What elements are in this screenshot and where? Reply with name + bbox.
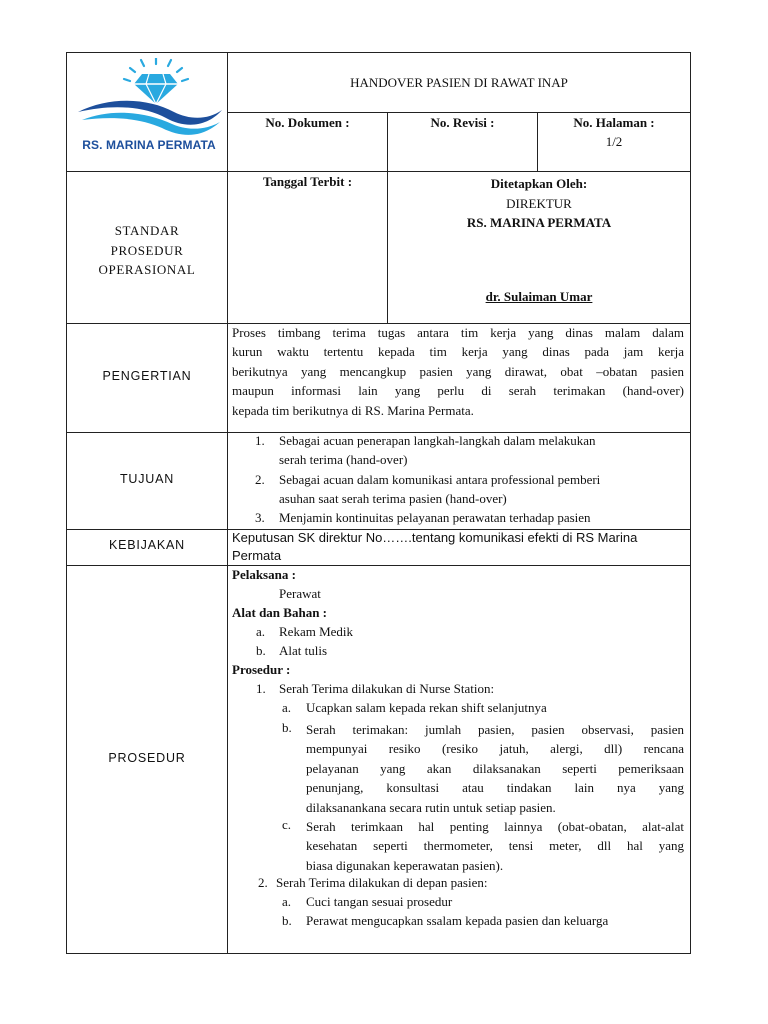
substep-mark: b. <box>282 913 292 928</box>
logo-text: RS. MARINA PERMATA <box>82 138 216 152</box>
substep-line: pelayanan yang akan dilaksanakan seperti pemeriksaan <box>306 760 684 776</box>
row-divider-header <box>66 171 691 172</box>
no-dokumen-label: No. Dokumen : <box>265 115 350 130</box>
pengertian-line: Proses timbang terima tugas antara tim kerja yang dinas malam dalam <box>232 325 684 340</box>
substep-line: mempunyai resiko (resiko jatuh, alergi, dll) rencana <box>306 741 684 757</box>
substep-mark: a. <box>282 700 292 715</box>
tujuan-num: 3. <box>255 510 265 525</box>
alat-bahan-label: Alat dan Bahan : <box>232 605 327 620</box>
pengertian-text <box>232 323 684 420</box>
pengertian-line: kurun waktu tertentu kepada tim kerja yang dinas pada jam kerja <box>232 344 684 360</box>
substep-mark: a. <box>282 894 292 909</box>
signatory-name: dr. Sulaiman Umar <box>485 289 593 304</box>
substep-line: Serah terimkaan hal penting lainnya (obat-obatan, alat-alat <box>306 819 684 834</box>
table-border-top <box>66 52 691 53</box>
alat-item: Alat tulis <box>279 643 328 658</box>
tanggal-terbit-label: Tanggal Terbit : <box>262 174 353 189</box>
table-border-bottom <box>66 953 691 954</box>
tujuan-num: 1. <box>255 433 265 448</box>
pengertian-label: PENGERTIAN <box>102 369 192 383</box>
substep-mark: b. <box>282 720 292 735</box>
substep-line: biasa digunakan keperawatan pasien). <box>306 857 504 873</box>
sop-label-line1: STANDAR <box>114 223 180 238</box>
substep-c-text <box>306 817 684 875</box>
substep-text: Ucapkan salam kepada rekan shift selanjutnya <box>306 700 547 715</box>
tujuan-item-line1: Sebagai acuan dalam komunikasi antara professional pemberi <box>279 472 601 487</box>
kebijakan-label: KEBIJAKAN <box>109 538 185 552</box>
sop-label-line2: PROSEDUR <box>110 242 184 258</box>
substep-b-text <box>306 720 684 817</box>
no-halaman-value: 1/2 <box>605 134 623 149</box>
prosedur-label: PROSEDUR <box>108 751 186 765</box>
alat-mark: a. <box>256 624 266 639</box>
tujuan-item-line1: Sebagai acuan penerapan langkah-langkah dalam melakukan <box>279 433 596 448</box>
tujuan-item-line2: serah terima (hand-over) <box>279 452 408 467</box>
table-border-left <box>66 52 67 954</box>
kebijakan-line1: Keputusan SK direktur No…….tentang komunikasi efekti di RS Marina <box>232 530 638 545</box>
pelaksana-label: Pelaksana : <box>232 567 296 582</box>
step-text: Serah Terima dilakukan di Nurse Station: <box>279 681 495 696</box>
pengertian-line: kepada tim berikutnya di RS. Marina Permata. <box>232 402 474 418</box>
row-divider-title <box>227 112 691 113</box>
substep-line: penunjang, konsultasi atau tindakan lain nya yang <box>306 780 684 796</box>
pengertian-line: maupun informasi lain yang perlu di serah terimakan (hand-over) <box>232 383 684 399</box>
pelaksana-value: Perawat <box>279 586 321 601</box>
rs-name: RS. MARINA PERMATA <box>466 215 612 230</box>
alat-mark: b. <box>256 643 266 658</box>
prosedur-sub-label: Prosedur : <box>232 662 291 677</box>
direktur-title: DIREKTUR <box>506 195 572 211</box>
tujuan-item-line1: Menjamin kontinuitas pelayanan perawatan terhadap pasien <box>279 510 591 525</box>
substep-line: kesehatan seperti thermometer, tensi meter, dll hal yang <box>306 838 684 854</box>
step-num: 2. <box>258 875 268 890</box>
step-text: Serah Terima dilakukan di depan pasien: <box>276 875 488 890</box>
diamond-logo-icon <box>74 58 224 138</box>
tujuan-item-line2: asuhan saat serah terima pasien (hand-over) <box>279 491 507 506</box>
substep-mark: c. <box>282 817 292 832</box>
substep-text: Cuci tangan sesuai prosedur <box>306 894 453 909</box>
substep-text: Perawat mengucapkan ssalam kepada pasien dan keluarga <box>306 913 609 928</box>
step-num: 1. <box>256 681 266 696</box>
ditetapkan-block <box>388 174 690 233</box>
tujuan-num: 2. <box>255 472 265 487</box>
table-border-right <box>690 52 691 954</box>
row-divider-kebijakan <box>66 565 691 566</box>
no-revisi-label: No. Revisi : <box>430 115 495 130</box>
alat-item: Rekam Medik <box>279 624 354 639</box>
tujuan-label: TUJUAN <box>119 472 175 486</box>
sop-label-line3: OPERASIONAL <box>98 262 196 277</box>
kebijakan-line2: Permata <box>232 548 282 563</box>
sop-label <box>67 221 227 280</box>
document-title: HANDOVER PASIEN DI RAWAT INAP <box>350 75 568 90</box>
no-halaman-label: No. Halaman : <box>573 115 655 130</box>
hospital-logo <box>74 58 224 162</box>
pengertian-line: berikutnya yang mencangkup pasien yang dirawat, obat –obatan pasien <box>232 363 684 379</box>
substep-line: Serah terimakan: jumlah pasien, pasien observasi, pasien <box>306 722 684 737</box>
ditetapkan-label: Ditetapkan Oleh: <box>490 176 588 191</box>
substep-line: dilaksanankana secara rutin untuk setiap pasien. <box>306 799 556 815</box>
